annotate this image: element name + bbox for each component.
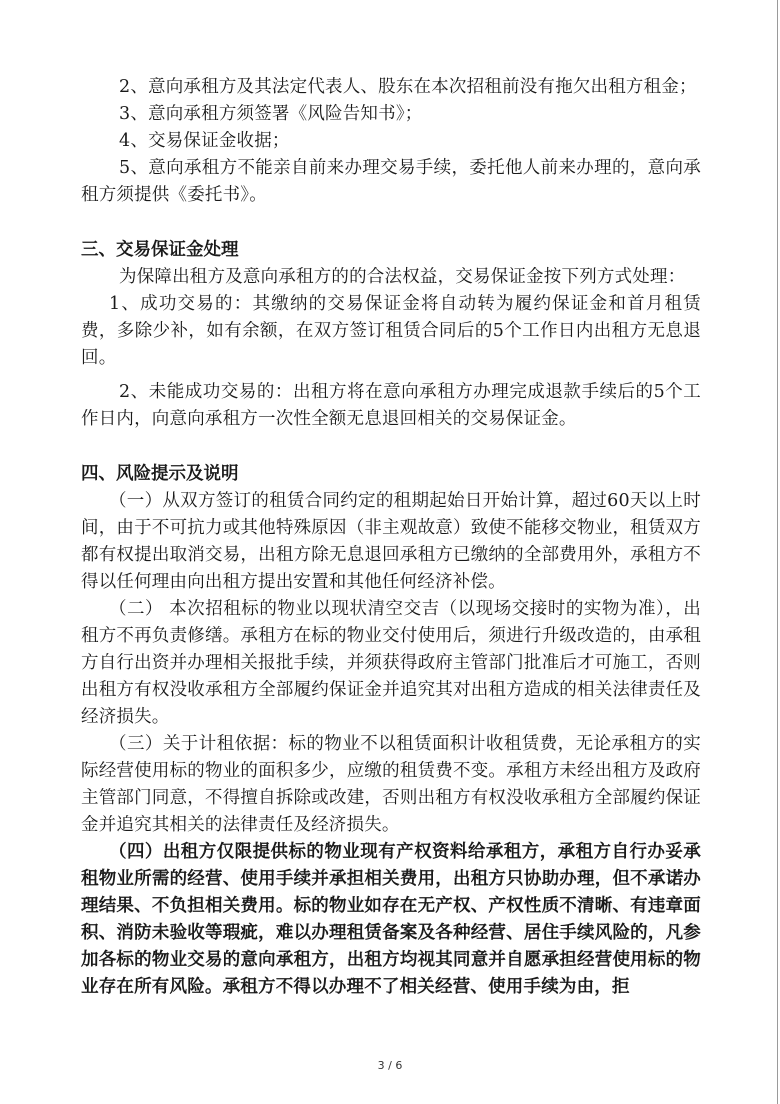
section-4-paragraph-2: （二） 本次招租标的物业以现状清空交吉（以现场交接时的实物为准），出租方不再负责修缮。承租方在标的物业交付使用后，须进行升级改造的，由承租方自行出资并办理相关报批手续，并须获得政府主管部门批准后才可施工，否则出租方有权没收承租方全部履约保证金并追究其对出租方造成的相关法律责任及经济损失。 bbox=[81, 599, 701, 727]
requirement-item-2: 2、意向承租方及其法定代表人、股东在本次招租前没有拖欠出租方租金； bbox=[119, 77, 697, 97]
document-body bbox=[81, 74, 701, 1001]
section-4-paragraph-4: （四）出租方仅限提供标的物业现有产权资料给承租方，承租方自行办妥承租物业所需的经营、使用手续并承担相关费用，出租方只协助办理，但不承诺办理结果、不负担相关费用。标的物业如存在无产权、产权性质不清晰、有违章面积、消防未验收等瑕疵，难以办理租赁备案及各种经营、居住手续风险的，凡参加各标的物业交易的意向承租方，出租方均视其同意并自愿承担经营使用标的物业存在所有风险。承租方不得以办理不了相关经营、使用手续为由，拒 bbox=[81, 842, 701, 997]
requirement-item-5: 5、意向承租方不能亲自前来办理交易手续，委托他人前来办理的，意向承租方须提供《委托书》。 bbox=[81, 158, 701, 205]
requirement-item-3: 3、意向承租方须签署《风险告知书》； bbox=[119, 104, 423, 124]
section-3-item-2: 2、未能成功交易的：出租方将在意向承租方办理完成退款手续后的5个工作日内，向意向承租方一次性全额无息退回相关的交易保证金。 bbox=[81, 382, 701, 429]
section-3-heading: 三、交易保证金处理 bbox=[81, 240, 239, 260]
section-4-heading: 四、风险提示及说明 bbox=[81, 464, 239, 484]
section-4-paragraph-1: （一）从双方签订的租赁合同约定的租期起始日开始计算，超过60天以上时间，由于不可抗力或其他特殊原因（非主观故意）致使不能移交物业，租赁双方都有权提出取消交易，出租方除无息退回承租方已缴纳的全部费用外，承租方不得以任何理由向出租方提出安置和其他任何经济补偿。 bbox=[81, 491, 701, 592]
scan-edge-line bbox=[777, 0, 778, 1104]
section-3-item-1: 1、成功交易的：其缴纳的交易保证金将自动转为履约保证金和首月租赁费，多除少补，如有余额，在双方签订租赁合同后的5个工作日内出租方无息退回。 bbox=[81, 294, 701, 368]
section-3-intro: 为保障出租方及意向承租方的的合法权益，交易保证金按下列方式处理： bbox=[119, 267, 686, 287]
section-4-paragraph-3: （三）关于计租依据：标的物业不以租赁面积计收租赁费，无论承租方的实际经营使用标的物业的面积多少，应缴的租赁费不变。承租方未经出租方及政府主管部门同意，不得擅自拆除或改建，否则出租方有权没收承租方全部履约保证金并追究其相关的法律责任及经济损失。 bbox=[81, 734, 701, 835]
page-number: 3 / 6 bbox=[377, 1059, 403, 1072]
requirement-item-4: 4、交易保证金收据； bbox=[119, 131, 290, 151]
